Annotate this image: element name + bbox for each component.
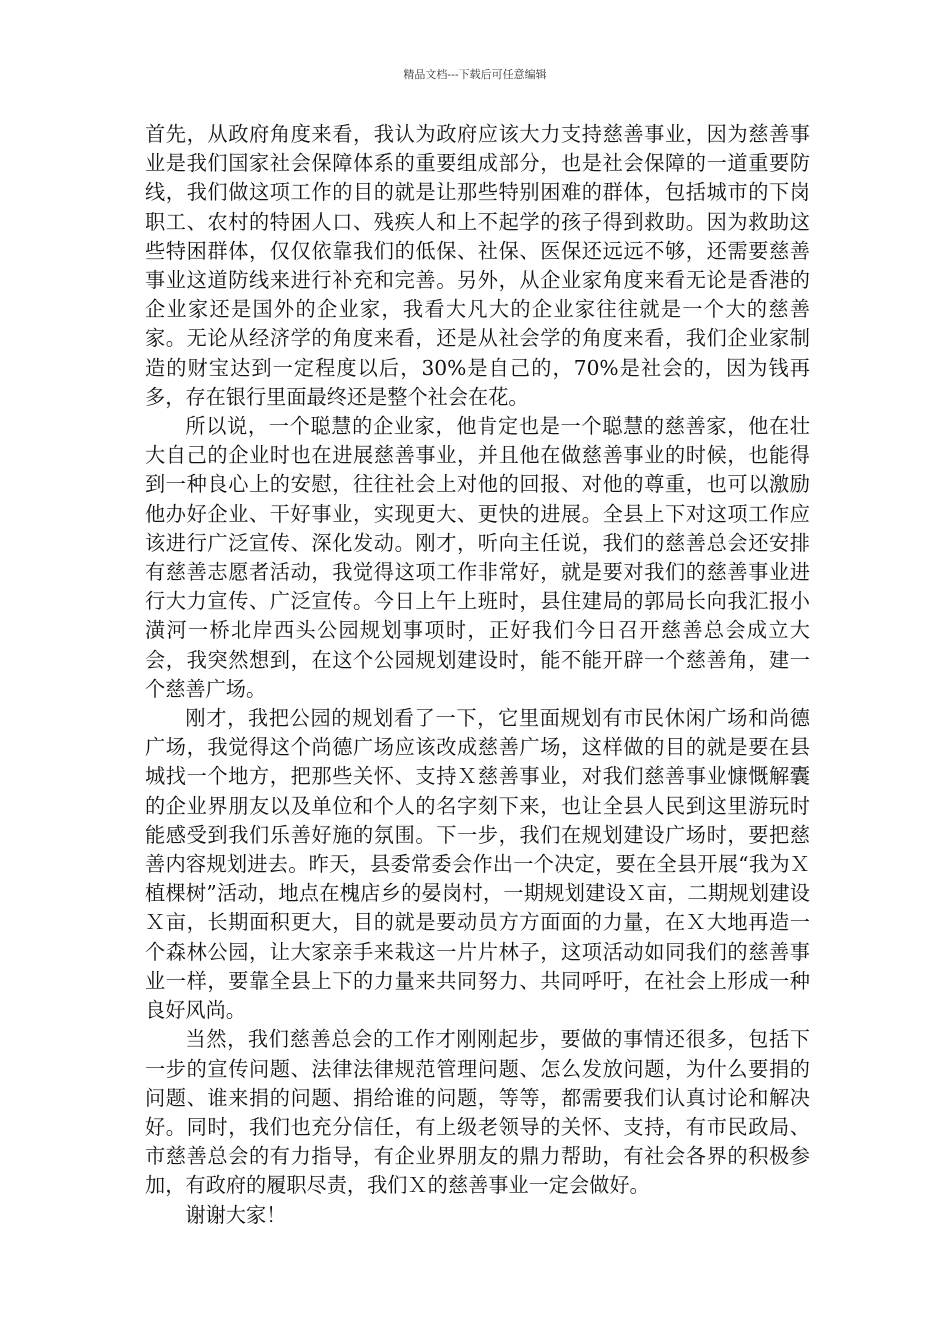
paragraph-3: 刚才，我把公园的规划看了一下，它里面规划有市民休闲广场和尚德广场，我觉得这个尚德广场应该改成慈善广场，这样做的目的就是要在县城找一个地方，把那些关怀、支持Ｘ慈善事业，对我们慈善事业慷慨解囊的企业界朋友以及单位和个人的名字刻下来，也让全县人民到这里游玩时能感受到我们乐善好施的氛围。下一步，我们在规划建设广场时，要把慈善内容规划进去。昨天，县委常委会作出一个决定，要在全县开展“我为Ｘ植棵树”活动，地点在槐店乡的晏岗村，一期规划建设Ｘ亩，二期规划建设Ｘ亩，长期面积更大，目的就是要动员方方面面的力量，在Ｘ大地再造一个森林公园，让大家亲手来栽这一片片林子，这项活动如同我们的慈善事业一样，要靠全县上下的力量来共同努力、共同呼吁，在社会上形成一种良好风尚。 bbox=[145, 706, 810, 1023]
paragraph-4: 当然，我们慈善总会的工作才刚刚起步，要做的事情还很多，包括下一步的宣传问题、法律法律规范管理问题、怎么发放问题，为什么要捐的问题、谁来捐的问题、捐给谁的问题，等等，都需要我们认真讨论和解决好。同时，我们也充分信任，有上级老领导的关怀、支持，有市民政局、市慈善总会的有力指导，有企业界朋友的鼎力帮助，有社会各界的积极参加，有政府的履职尽责，我们Ｘ的慈善事业一定会做好。 bbox=[145, 1027, 810, 1198]
page-header: 精品文档---下载后可任意编辑 bbox=[403, 68, 547, 81]
document-body bbox=[145, 120, 810, 1230]
closing-thanks: 谢谢大家！ bbox=[185, 1202, 287, 1227]
paragraph-1: 首先，从政府角度来看，我认为政府应该大力支持慈善事业，因为慈善事业是我们国家社会保障体系的重要组成部分，也是社会保障的一道重要防线，我们做这项工作的目的就是让那些特别困难的群体，包括城市的下岗职工、农村的特困人口、残疾人和上不起学的孩子得到救助。因为救助这些特困群体，仅仅依靠我们的低保、社保、医保还远远不够，还需要慈善事业这道防线来进行补充和完善。另外，从企业家角度来看无论是香港的企业家还是国外的企业家，我看大凡大的企业家往往就是一个大的慈善家。无论从经济学的角度来看，还是从社会学的角度来看，我们企业家制造的财宝达到一定程度以后，30%是自己的，70%是社会的，因为钱再多，存在银行里面最终还是整个社会在花。 bbox=[145, 122, 810, 409]
paragraph-2: 所以说，一个聪慧的企业家，他肯定也是一个聪慧的慈善家，他在壮大自己的企业时也在进展慈善事业，并且他在做慈善事业的时候，也能得到一种良心上的安慰，往往社会上对他的回报、对他的尊重，也可以激励他办好企业、干好事业，实现更大、更快的进展。全县上下对这项工作应该进行广泛宣传、深化发动。刚才，听向主任说，我们的慈善总会还安排有慈善志愿者活动，我觉得这项工作非常好，就是要对我们的慈善事业进行大力宣传、广泛宣传。今日上午上班时，县住建局的郭局长向我汇报小潢河一桥北岸西头公园规划事项时，正好我们今日召开慈善总会成立大会，我突然想到，在这个公园规划建设时，能不能开辟一个慈善角，建一个慈善广场。 bbox=[145, 414, 810, 701]
